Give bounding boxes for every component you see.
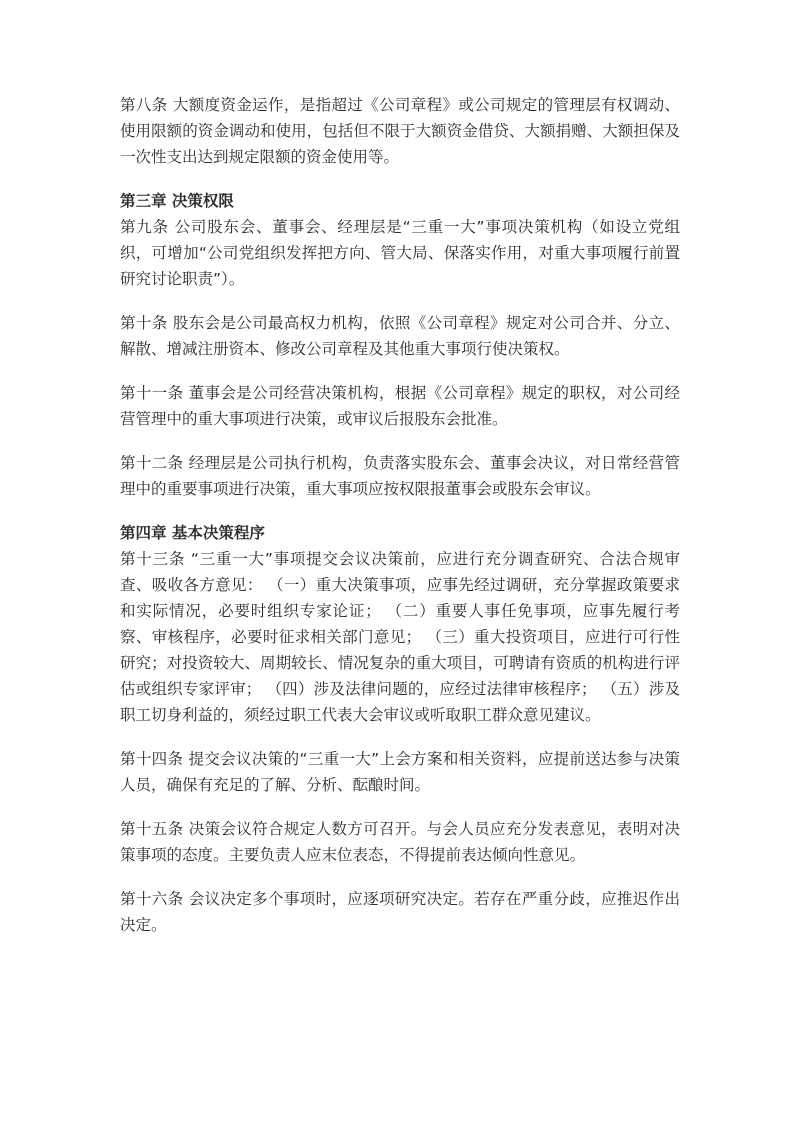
article-14: 第十四条 提交会议决策的“三重一大”上会方案和相关资料，应提前送达参与决策人员，确保有充足的了解、分析、酝酿时间。 [120, 750, 680, 794]
article-11: 第十一条 董事会是公司经营决策机构，根据《公司章程》规定的职权，对公司经营管理中的重大事项进行决策，或审议后报股东会批准。 [120, 384, 680, 428]
document-body [120, 92, 680, 956]
article-12: 第十二条 经理层是公司执行机构，负责落实股东会、董事会决议，对日常经营管理中的重要事项进行决策，重大事项应按权限报董事会或股东会审议。 [120, 454, 680, 498]
article-9: 第九条 公司股东会、董事会、经理层是“三重一大”事项决策机构（如设立党组织，可增加“公司党组织发挥把方向、管大局、保落实作用，对重大事项履行前置研究讨论职责”）。 [120, 218, 680, 288]
article-8: 第八条 大额度资金运作，是指超过《公司章程》或公司规定的管理层有权调动、使用限额的资金调动和使用，包括但不限于大额资金借贷、大额捐赠、大额担保及一次性支出达到规定限额的资金使用等。 [120, 96, 680, 166]
article-16: 第十六条 会议决定多个事项时，应逐项研究决定。若存在严重分歧，应推迟作出决定。 [120, 890, 680, 934]
chapter-4-title: 第四章 基本决策程序 [120, 524, 265, 542]
article-13: 第十三条 “三重一大”事项提交会议决策前，应进行充分调查研究、合法合规审查、吸收各方意见： （一）重大决策事项，应事先经过调研，充分掌握政策要求和实际情况，必要时组织专家论证； （二）重要人事任免事项，应事先履行考察、审核程序，必要时征求相关部门意见； （三）重大投资项目，应进行可行性研究；对投资较大、周期较长、情况复杂的重大项目，可聘请有资质的机构进行评估或组织专家评审； （四）涉及法律问题的，应经过法律审核程序； （五）涉及职工切身利益的，须经过职工代表大会审议或听取职工群众意见建议。 [120, 550, 680, 724]
chapter-3-title: 第三章 决策权限 [120, 192, 234, 210]
article-15: 第十五条 决策会议符合规定人数方可召开。与会人员应充分发表意见，表明对决策事项的态度。主要负责人应末位表态，不得提前表达倾向性意见。 [120, 820, 680, 864]
article-10: 第十条 股东会是公司最高权力机构，依照《公司章程》规定对公司合并、分立、解散、增减注册资本、修改公司章程及其他重大事项行使决策权。 [120, 314, 680, 358]
